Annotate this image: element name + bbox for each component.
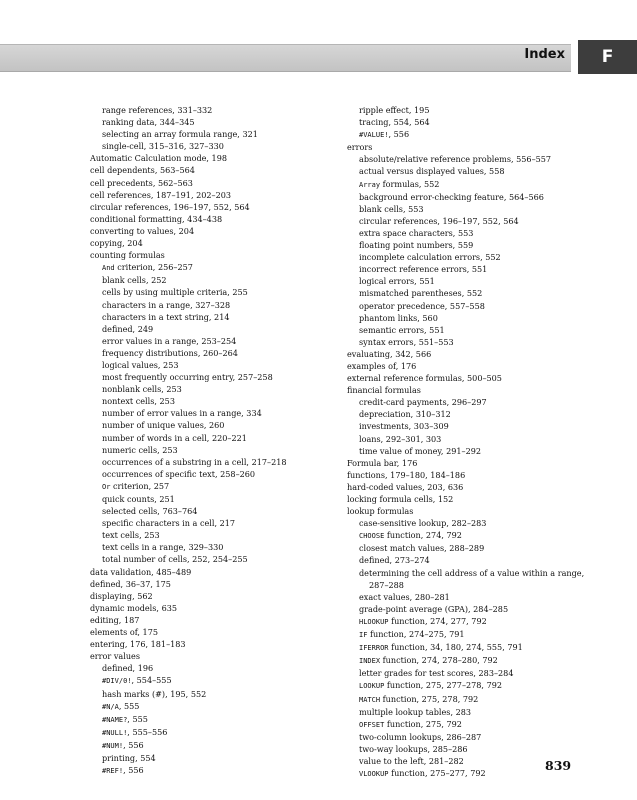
index-entry-text: incomplete calculation errors, 552: [359, 252, 501, 263]
index-main-entry: [347, 469, 587, 481]
index-entry-text: nonblank cells, 253: [102, 384, 182, 395]
index-subentry: [347, 591, 587, 603]
index-main-entry: [90, 152, 335, 164]
index-subentry: [347, 203, 587, 215]
index-entry-code: Or: [102, 482, 111, 491]
index-entry-text: defined, 196: [102, 663, 154, 674]
index-entry-text: most frequently occurring entry, 257–258: [102, 372, 273, 383]
index-entry-code: INDEX: [359, 657, 381, 666]
index-entry-text: function, 275, 278, 792: [380, 693, 479, 704]
index-entry-text: nontext cells, 253: [102, 396, 175, 407]
index-subentry: [90, 140, 335, 152]
index-entry-text: conditional formatting, 434–438: [90, 213, 223, 224]
index-entry-code: MATCH: [359, 695, 381, 704]
index-entry-text: defined, 36–37, 175: [90, 578, 171, 589]
index-entry-text: examples of, 176: [347, 360, 417, 371]
index-main-entry: [90, 164, 335, 176]
index-main-entry: [347, 372, 587, 384]
index-subentry: [347, 542, 587, 554]
index-subentry: [347, 215, 587, 227]
index-entry-text: , 556: [123, 765, 144, 776]
index-main-entry: [90, 602, 335, 614]
index-entry-text: semantic errors, 551: [359, 324, 445, 335]
index-entry-code: CHOOSE: [359, 532, 385, 541]
index-entry-text: dynamic models, 635: [90, 602, 178, 613]
index-subentry: [347, 517, 587, 529]
index-entry-text: formulas, 552: [380, 178, 440, 189]
index-entry-code: Array: [359, 180, 381, 189]
index-entry-text: errors: [347, 142, 373, 153]
index-entry-text: Formula bar, 176: [347, 457, 418, 468]
index-subentry: [90, 752, 335, 764]
index-main-entry: [347, 360, 587, 372]
index-entry-text: floating point numbers, 559: [359, 240, 474, 251]
index-entry-text: data validation, 485–489: [90, 566, 192, 577]
index-subentry: [347, 408, 587, 420]
index-column-right: [347, 104, 587, 780]
index-entry-text: hard-coded values, 203, 636: [347, 481, 464, 492]
index-entry-code: #DIV/0!: [102, 677, 132, 686]
index-entry-text: function, 274, 278–280, 792: [380, 655, 498, 666]
index-main-entry: [90, 213, 335, 225]
index-subentry: [90, 261, 335, 274]
index-subentry: [90, 347, 335, 359]
index-entry-text: function, 275, 792: [384, 718, 462, 729]
index-subentry: [347, 445, 587, 457]
index-entry-text: function, 274, 277, 792: [388, 615, 487, 626]
index-main-entry: [347, 348, 587, 360]
index-subentry: [90, 311, 335, 323]
index-entry-text: criterion, 256–257: [114, 262, 193, 273]
index-entry-text: hash marks (#), 195, 552: [102, 688, 207, 699]
index-subentry: [90, 371, 335, 383]
index-entry-text: occurrences of a substring in a cell, 217–218: [102, 456, 287, 467]
index-entry-text: exact values, 280–281: [359, 591, 450, 602]
index-entry-text: criterion, 257: [110, 480, 170, 491]
index-subentry: [90, 335, 335, 347]
index-subentry: [90, 726, 335, 739]
index-subentry: [347, 706, 587, 718]
index-main-entry: [90, 237, 335, 249]
index-subentry: [90, 286, 335, 298]
index-subentry: [347, 567, 587, 591]
index-entry-text: logical values, 253: [102, 359, 179, 370]
appendix-letter: F: [601, 47, 614, 67]
index-main-entry: [347, 481, 587, 493]
index-entry-text: time value of money, 291–292: [359, 445, 482, 456]
index-entry-text: text cells in a range, 329–330: [102, 542, 224, 553]
index-main-entry: [90, 201, 335, 213]
index-subentry: [347, 128, 587, 141]
index-subentry: [90, 383, 335, 395]
index-subentry: [347, 227, 587, 239]
index-entry-text: closest match values, 288–289: [359, 543, 485, 554]
index-entry-code: VLOOKUP: [359, 770, 389, 779]
page-number: 839: [545, 758, 572, 773]
index-subentry: [90, 432, 335, 444]
index-entry-code: LOOKUP: [359, 682, 385, 691]
index-entry-text: cell references, 187–191, 202–203: [90, 189, 232, 200]
index-entry-text: converting to values, 204: [90, 225, 195, 236]
index-entry-text: incorrect reference errors, 551: [359, 264, 488, 275]
index-entry-text: defined, 273–274: [359, 555, 430, 566]
index-entry-text: text cells, 253: [102, 530, 160, 541]
appendix-tab: [578, 40, 637, 74]
index-entry-text: copying, 204: [90, 238, 143, 249]
index-entry-text: characters in a text string, 214: [102, 311, 230, 322]
index-entry-text: selected cells, 763–764: [102, 506, 198, 517]
index-entry-text: circular references, 196–197, 552, 564: [359, 215, 519, 226]
index-subentry: [90, 116, 335, 128]
index-entry-text: letter grades for test scores, 283–284: [359, 668, 514, 679]
index-subentry: [90, 359, 335, 371]
index-subentry: [90, 274, 335, 286]
index-entry-text: function, 275, 277–278, 792: [384, 680, 503, 691]
index-entry-text: , 556: [123, 739, 144, 750]
index-subentry: [90, 395, 335, 407]
index-entry-text: tracing, 554, 564: [359, 117, 430, 128]
index-subentry: [90, 541, 335, 553]
index-entry-text: extra space characters, 553: [359, 227, 474, 238]
index-entry-code: #REF!: [102, 767, 124, 776]
index-entry-text: locking formula cells, 152: [347, 494, 454, 504]
index-entry-text: mismatched parentheses, 552: [359, 288, 483, 299]
index-entry-text: ranking data, 344–345: [102, 117, 195, 128]
index-entry-text: cells by using multiple criteria, 255: [102, 287, 248, 298]
index-entry-text: operator precedence, 557–558: [359, 300, 485, 311]
index-subentry: [347, 165, 587, 177]
index-subentry: [90, 419, 335, 431]
index-entry-text: phantom links, 560: [359, 312, 438, 323]
index-subentry: [347, 693, 587, 706]
index-entry-text: case-sensitive lookup, 282–283: [359, 518, 487, 529]
index-main-entry: [90, 638, 335, 650]
index-entry-text: cell dependents, 563–564: [90, 165, 195, 176]
index-entry-text: determining the cell address of a value within a range,: [359, 567, 585, 578]
index-entry-text: grade-point average (GPA), 284–285: [359, 603, 509, 614]
index-entry-text: two-way lookups, 285–286: [359, 743, 468, 754]
index-entry-continuation: 287–288: [369, 579, 404, 590]
index-subentry: [90, 299, 335, 311]
index-entry-text: actual versus displayed values, 558: [359, 166, 505, 177]
index-main-entry: [90, 578, 335, 590]
index-entry-text: functions, 179–180, 184–186: [347, 469, 466, 480]
index-subentry: [347, 116, 587, 128]
index-subentry: [90, 128, 335, 140]
index-column-left: [90, 104, 335, 777]
running-header-title: Index: [524, 47, 565, 62]
index-subentry: [90, 468, 335, 480]
index-entry-code: IFERROR: [359, 644, 389, 653]
index-entry-text: logical errors, 551: [359, 276, 435, 287]
index-main-entry: [90, 249, 335, 261]
index-entry-text: , 554–555: [131, 675, 172, 686]
index-entry-text: loans, 292–301, 303: [359, 433, 442, 444]
index-subentry: [347, 191, 587, 203]
index-entry-text: financial formulas: [347, 385, 421, 396]
index-entry-text: depreciation, 310–312: [359, 409, 451, 420]
index-entry-text: selecting an array formula range, 321: [102, 129, 258, 140]
index-main-entry: [90, 650, 335, 662]
index-main-entry: [90, 177, 335, 189]
index-entry-text: number of words in a cell, 220–221: [102, 432, 247, 443]
index-main-entry: [347, 384, 587, 396]
index-subentry: [90, 104, 335, 116]
index-subentry: [347, 554, 587, 566]
index-subentry: [347, 239, 587, 251]
index-entry-text: frequency distributions, 260–264: [102, 347, 238, 358]
index-entry-text: number of error values in a range, 334: [102, 408, 262, 419]
index-entry-text: , 555: [118, 700, 140, 711]
index-main-entry: [90, 614, 335, 626]
index-subentry: [347, 153, 587, 165]
index-subentry: [90, 739, 335, 752]
index-subentry: [347, 275, 587, 287]
index-subentry: [90, 764, 335, 777]
index-entry-text: function, 275–277, 792: [388, 768, 486, 779]
index-subentry: [90, 517, 335, 529]
index-entry-text: quick counts, 251: [102, 494, 175, 504]
index-subentry: [347, 731, 587, 743]
index-entry-text: numeric cells, 253: [102, 444, 178, 455]
index-entry-code: And: [102, 264, 115, 273]
index-entry-text: single-cell, 315–316, 327–330: [102, 141, 224, 152]
index-entry-text: , 555: [127, 713, 148, 724]
index-subentry: [90, 700, 335, 713]
index-entry-code: #NULL!: [102, 728, 128, 737]
index-entry-code: IF: [359, 631, 368, 640]
index-entry-text: lookup formulas: [347, 506, 414, 517]
index-subentry: [347, 420, 587, 432]
index-main-entry: [90, 566, 335, 578]
index-entry-text: counting formulas: [90, 250, 165, 261]
index-entry-text: absolute/relative reference problems, 556–557: [359, 154, 552, 165]
index-entry-text: function, 274, 792: [384, 530, 462, 541]
index-subentry: [90, 480, 335, 493]
index-subentry: [90, 713, 335, 726]
index-entry-text: credit-card payments, 296–297: [359, 397, 487, 408]
index-subentry: [347, 529, 587, 542]
index-entry-text: syntax errors, 551–553: [359, 336, 454, 347]
index-subentry: [347, 628, 587, 641]
index-subentry: [90, 553, 335, 565]
index-subentry: [347, 433, 587, 445]
index-entry-text: characters in a range, 327–328: [102, 299, 231, 310]
index-subentry: [90, 662, 335, 674]
index-subentry: [347, 263, 587, 275]
index-entry-text: printing, 554: [102, 752, 156, 763]
index-subentry: [347, 718, 587, 731]
index-entry-code: OFFSET: [359, 720, 385, 729]
index-entry-text: background error-checking feature, 564–566: [359, 191, 544, 202]
index-entry-text: external reference formulas, 500–505: [347, 373, 502, 384]
index-main-entry: [347, 141, 587, 153]
index-entry-text: multiple lookup tables, 283: [359, 706, 472, 717]
index-subentry: [90, 688, 335, 700]
index-main-entry: [90, 225, 335, 237]
index-entry-text: error values in a range, 253–254: [102, 335, 237, 346]
index-subentry: [347, 336, 587, 348]
index-entry-code: HLOOKUP: [359, 617, 389, 626]
index-subentry: [347, 396, 587, 408]
index-entry-text: value to the left, 281–282: [359, 755, 464, 766]
index-subentry: [90, 407, 335, 419]
index-main-entry: [347, 457, 587, 469]
index-entry-text: two-column lookups, 286–287: [359, 731, 482, 742]
index-subentry: [347, 312, 587, 324]
index-entry-text: specific characters in a cell, 217: [102, 518, 236, 529]
index-entry-text: circular references, 196–197, 552, 564: [90, 201, 250, 212]
index-main-entry: [90, 626, 335, 638]
index-subentry: [347, 178, 587, 191]
index-subentry: [347, 287, 587, 299]
index-subentry: [347, 641, 587, 654]
index-subentry: [347, 743, 587, 755]
index-entry-text: Automatic Calculation mode, 198: [90, 153, 228, 164]
index-entry-code: #NUM!: [102, 741, 124, 750]
index-entry-text: displaying, 562: [90, 590, 153, 601]
index-entry-text: defined, 249: [102, 323, 154, 334]
index-subentry: [90, 493, 335, 505]
index-entry-text: elements of, 175: [90, 627, 158, 638]
index-entry-text: entering, 176, 181–183: [90, 639, 186, 650]
index-entry-text: cell precedents, 562–563: [90, 177, 193, 188]
index-subentry: [347, 603, 587, 615]
index-main-entry: [347, 505, 587, 517]
running-header-bar: [0, 44, 571, 72]
index-entry-text: evaluating, 342, 566: [347, 348, 432, 359]
index-subentry: [347, 300, 587, 312]
index-subentry: [90, 444, 335, 456]
index-entry-text: , 556: [388, 129, 410, 140]
index-entry-text: blank cells, 553: [359, 203, 424, 214]
index-subentry: [347, 615, 587, 628]
index-subentry: [90, 456, 335, 468]
index-entry-text: occurrences of specific text, 258–260: [102, 468, 256, 479]
index-subentry: [347, 679, 587, 692]
index-main-entry: [347, 493, 587, 505]
index-entry-text: investments, 303–309: [359, 421, 449, 432]
index-subentry: [90, 323, 335, 335]
index-subentry: [90, 674, 335, 687]
index-subentry: [90, 529, 335, 541]
index-entry-text: function, 34, 180, 274, 555, 791: [388, 642, 523, 653]
index-entry-text: total number of cells, 252, 254–255: [102, 554, 248, 565]
index-subentry: [90, 505, 335, 517]
index-subentry: [347, 654, 587, 667]
index-entry-text: ripple effect, 195: [359, 105, 430, 115]
index-entry-text: editing, 187: [90, 614, 140, 625]
index-entry-code: #N/A: [102, 702, 119, 711]
index-entry-text: function, 274–275, 791: [367, 629, 465, 640]
index-entry-code: #NAME?: [102, 715, 128, 724]
index-entry-text: range references, 331–332: [102, 105, 213, 115]
index-entry-text: number of unique values, 260: [102, 420, 225, 431]
index-subentry: [347, 667, 587, 679]
index-entry-text: error values: [90, 651, 140, 662]
index-subentry: [347, 324, 587, 336]
index-main-entry: [90, 590, 335, 602]
index-entry-text: blank cells, 252: [102, 275, 167, 286]
index-subentry: [347, 104, 587, 116]
index-subentry: [347, 251, 587, 263]
index-main-entry: [90, 189, 335, 201]
index-entry-code: #VALUE!: [359, 131, 389, 140]
index-entry-text: , 555–556: [127, 726, 168, 737]
